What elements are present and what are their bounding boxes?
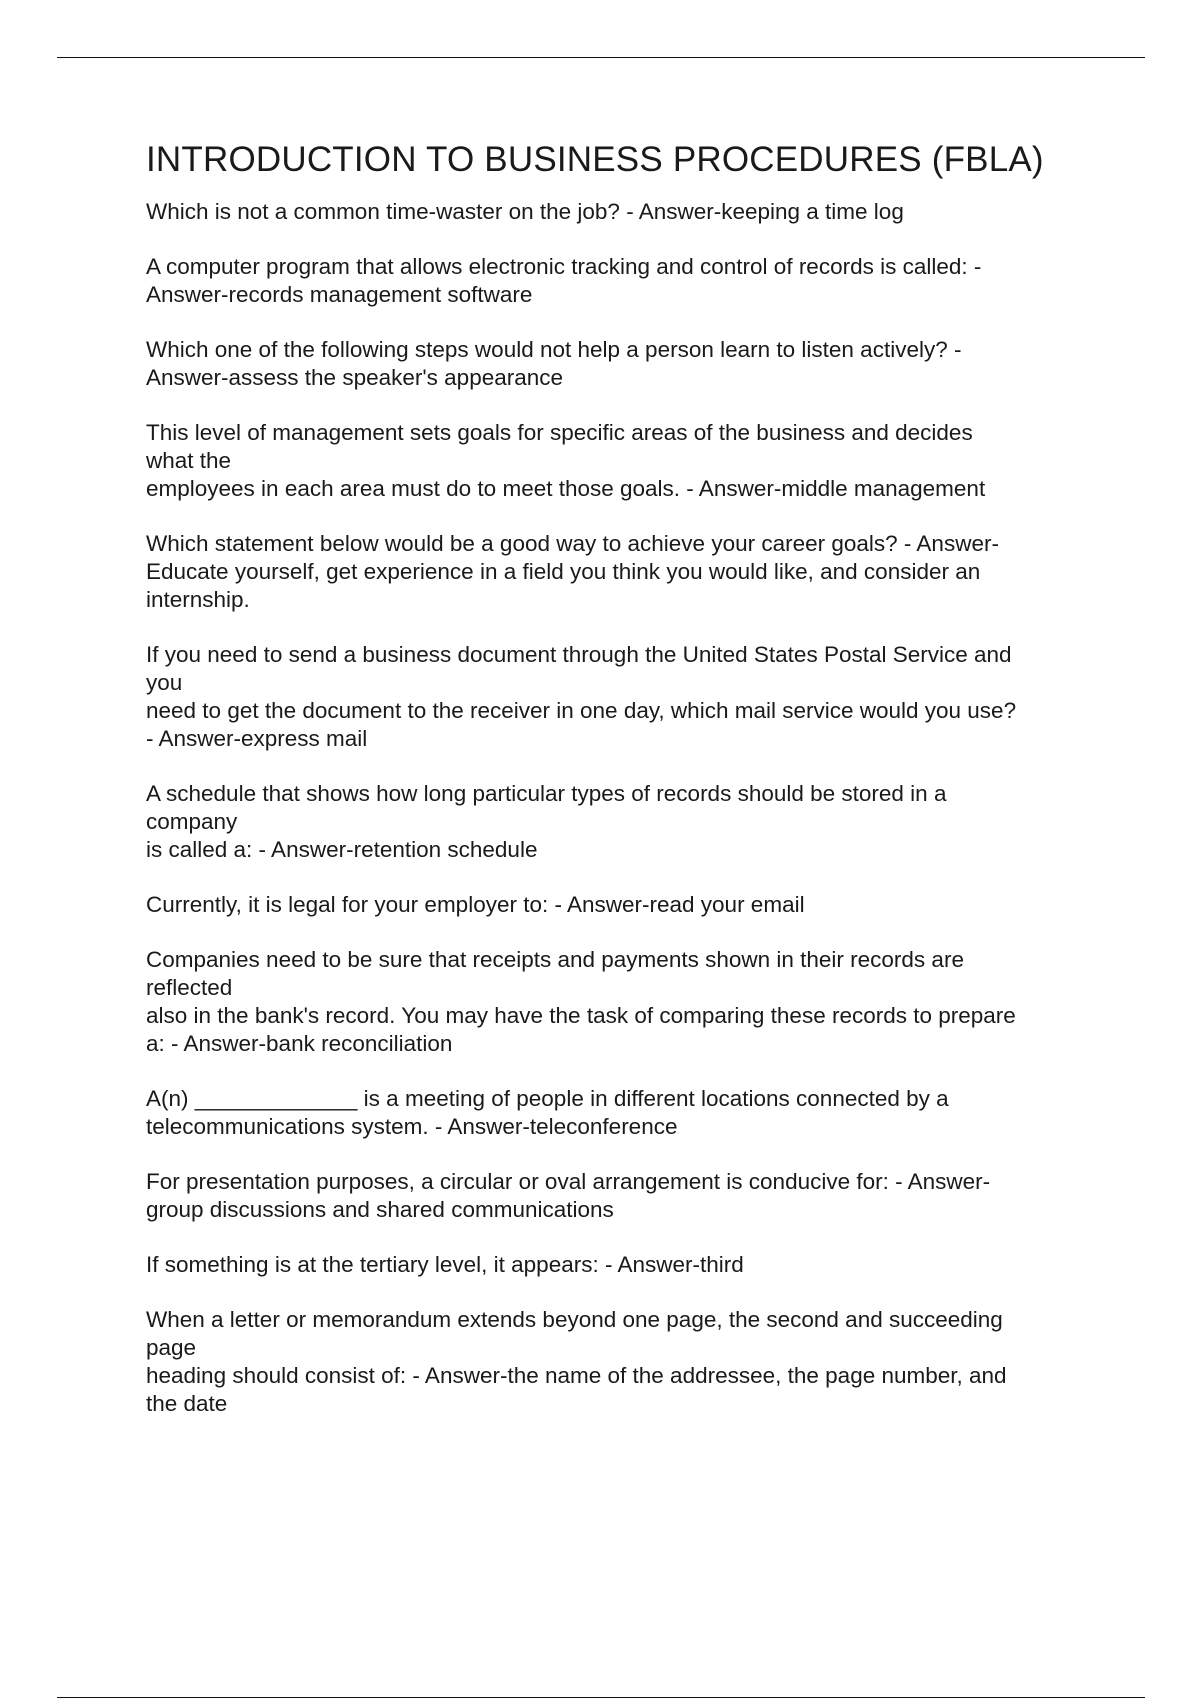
qa-item: A computer program that allows electronic tracking and control of records is called: - Answer-records management software <box>146 254 982 307</box>
qa-item: A schedule that shows how long particular types of records should be stored in a company is called a: - Answer-retention schedule <box>146 781 947 862</box>
bottom-divider <box>57 1697 1145 1698</box>
qa-item: Which statement below would be a good way to achieve your career goals? - Answer- Educate yourself, get experience in a field you think you would like, and consider an internship. <box>146 531 999 612</box>
qa-item: If something is at the tertiary level, it appears: - Answer-third <box>146 1252 744 1277</box>
qa-item: If you need to send a business document through the United States Postal Service and you need to get the document to the receiver in one day, which mail service would you use? - Answer-express mail <box>146 642 1017 751</box>
qa-item: Currently, it is legal for your employer to: - Answer-read your email <box>146 892 805 917</box>
qa-item: For presentation purposes, a circular or oval arrangement is conducive for: - Answer- group discussions and shared communications <box>146 1169 991 1222</box>
document-body <box>146 140 1086 1445</box>
qa-item: Companies need to be sure that receipts and payments shown in their records are reflected also in the bank's record. You may have the task of comparing these records to prepare a: - Answer-bank reconciliation <box>146 947 1016 1056</box>
qa-item: A(n) _____________ is a meeting of people in different locations connected by a telecommunications system. - Answer-teleconference <box>146 1086 949 1139</box>
qa-item: This level of management sets goals for specific areas of the business and decides what the employees in each area must do to meet those goals. - Answer-middle management <box>146 420 986 501</box>
qa-item: When a letter or memorandum extends beyond one page, the second and succeeding page heading should consist of: - Answer-the name of the addressee, the page number, and the date <box>146 1307 1007 1416</box>
page-title: INTRODUCTION TO BUSINESS PROCEDURES (FBLA) <box>146 140 1044 179</box>
top-divider <box>57 57 1145 58</box>
qa-item: Which one of the following steps would not help a person learn to listen actively? - Answer-assess the speaker's appearance <box>146 337 962 390</box>
qa-item: Which is not a common time-waster on the job? - Answer-keeping a time log <box>146 199 904 224</box>
